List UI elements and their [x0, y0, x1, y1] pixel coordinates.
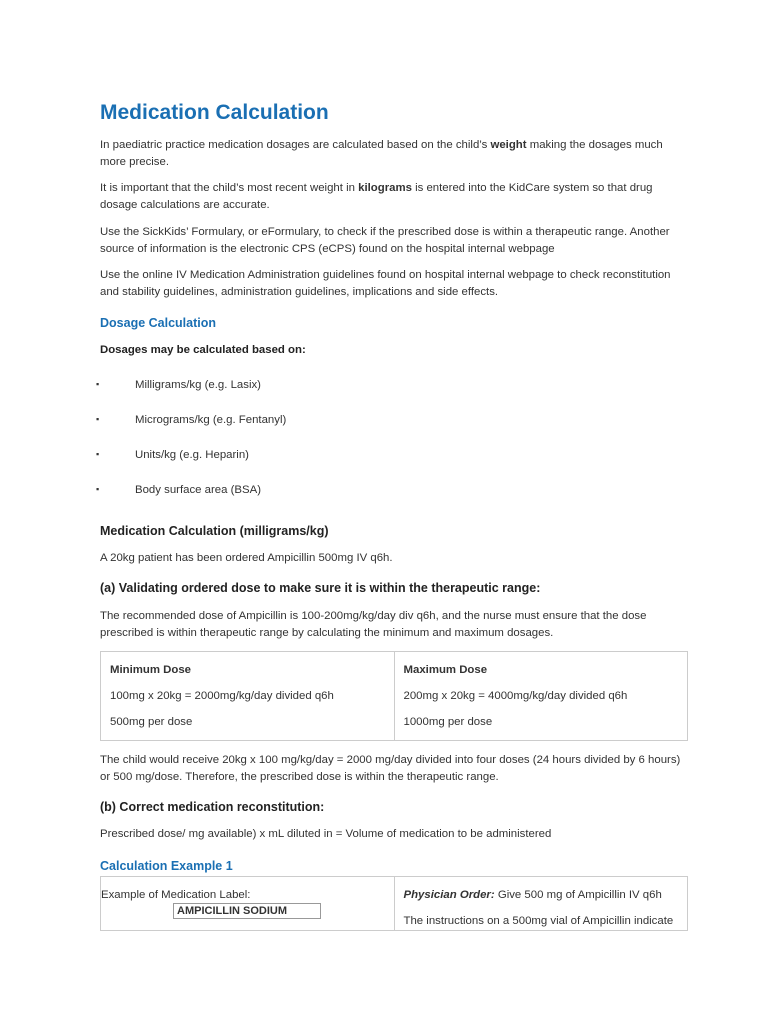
validate-heading: (a) Validating ordered dose to make sure it is within the therapeutic range:	[100, 581, 541, 595]
physician-order-text: Give 500 mg of Ampicillin IV q6h	[494, 889, 662, 901]
text-run: making the dosages much more precise.	[100, 139, 663, 168]
max-dose-cell	[394, 652, 688, 741]
reconstitution-formula: Prescribed dose/ mg available) x mL diluted in = Volume of medication to be administered	[100, 828, 552, 840]
text-run: In paediatric practice medication dosages are calculated based on the child’s	[100, 139, 491, 151]
reconstitution-heading: (b) Correct medication reconstitution:	[100, 800, 325, 814]
physician-order	[404, 887, 680, 904]
label-caption: Example of Medication Label:	[101, 889, 251, 901]
dosage-calculation-heading: Dosage Calculation	[100, 316, 216, 330]
table-row	[101, 652, 688, 741]
bold-term-kilograms: kilograms	[358, 182, 412, 194]
min-dose-per-dose: 500mg per dose	[110, 716, 193, 728]
max-dose-per-dose: 1000mg per dose	[403, 716, 493, 728]
min-dose-title: Minimum Dose	[110, 664, 192, 676]
dose-range-table	[100, 651, 688, 741]
order-cell	[394, 877, 688, 931]
example-1-heading: Calculation Example 1	[100, 859, 233, 873]
bullet-icon: ▪	[96, 414, 100, 424]
text-run: It is important that the child’s most recent weight in	[100, 182, 359, 194]
instructions-text: The instructions on a 500mg vial of Ampicillin indicate	[403, 915, 674, 927]
bullet-icon: ▪	[96, 379, 100, 389]
physician-order-label: Physician Order:	[403, 889, 495, 901]
bold-term-weight: weight	[490, 139, 527, 151]
table-row	[101, 877, 688, 931]
dosage-subheading: Dosages may be calculated based on:	[100, 344, 306, 356]
max-dose-title: Maximum Dose	[403, 664, 488, 676]
mg-kg-heading: Medication Calculation (milligrams/kg)	[100, 524, 329, 538]
scenario-text: A 20kg patient has been ordered Ampicillin 500mg IV q6h.	[100, 552, 393, 564]
intro-paragraph-iv-guidelines: Use the online IV Medication Administration guidelines found on hospital internal webpage to check reconstitution and stability guidelines, administration guidelines, implications and side effects.	[100, 269, 671, 298]
min-dose-cell	[101, 652, 395, 741]
list-item-text: Body surface area (BSA)	[135, 484, 261, 496]
text-run: is entered into the KidCare system so that drug dosage calculations are accurate.	[100, 182, 653, 211]
list-item-text: Milligrams/kg (e.g. Lasix)	[135, 379, 261, 391]
list-item-text: Units/kg (e.g. Heparin)	[135, 449, 249, 461]
page-title: Medication Calculation	[100, 101, 329, 124]
intro-paragraph-weight	[100, 137, 690, 171]
bullet-icon: ▪	[96, 484, 100, 494]
min-dose-calc: 100mg x 20kg = 2000mg/kg/day divided q6h	[110, 690, 334, 702]
list-item-text: Micrograms/kg (e.g. Fentanyl)	[135, 414, 287, 426]
bullet-icon: ▪	[96, 449, 100, 459]
conclusion-text: The child would receive 20kg x 100 mg/kg/day = 2000 mg/day divided into four doses (24 hours divided by 6 hours) or 500 mg/dose. Therefore, the prescribed dose is within the therapeutic range.	[100, 754, 681, 783]
example-1-table	[100, 876, 688, 931]
intro-paragraph-formulary: Use the SickKids’ Formulary, or eFormulary, to check if the prescribed dose is within a therapeutic range. Another source of information is the electronic CPS (eCPS) found on the hospital internal webpage	[100, 226, 670, 255]
max-dose-calc: 200mg x 20kg = 4000mg/kg/day divided q6h	[403, 690, 628, 702]
validate-text: The recommended dose of Ampicillin is 100-200mg/kg/day div q6h, and the nurse must ensure that the dose prescribed is within therapeutic range by calculating the minimum and maximum dosages.	[100, 610, 647, 639]
intro-paragraph-kilograms	[100, 180, 690, 214]
medication-label: AMPICILLIN SODIUM	[173, 903, 321, 919]
label-cell	[101, 877, 395, 931]
